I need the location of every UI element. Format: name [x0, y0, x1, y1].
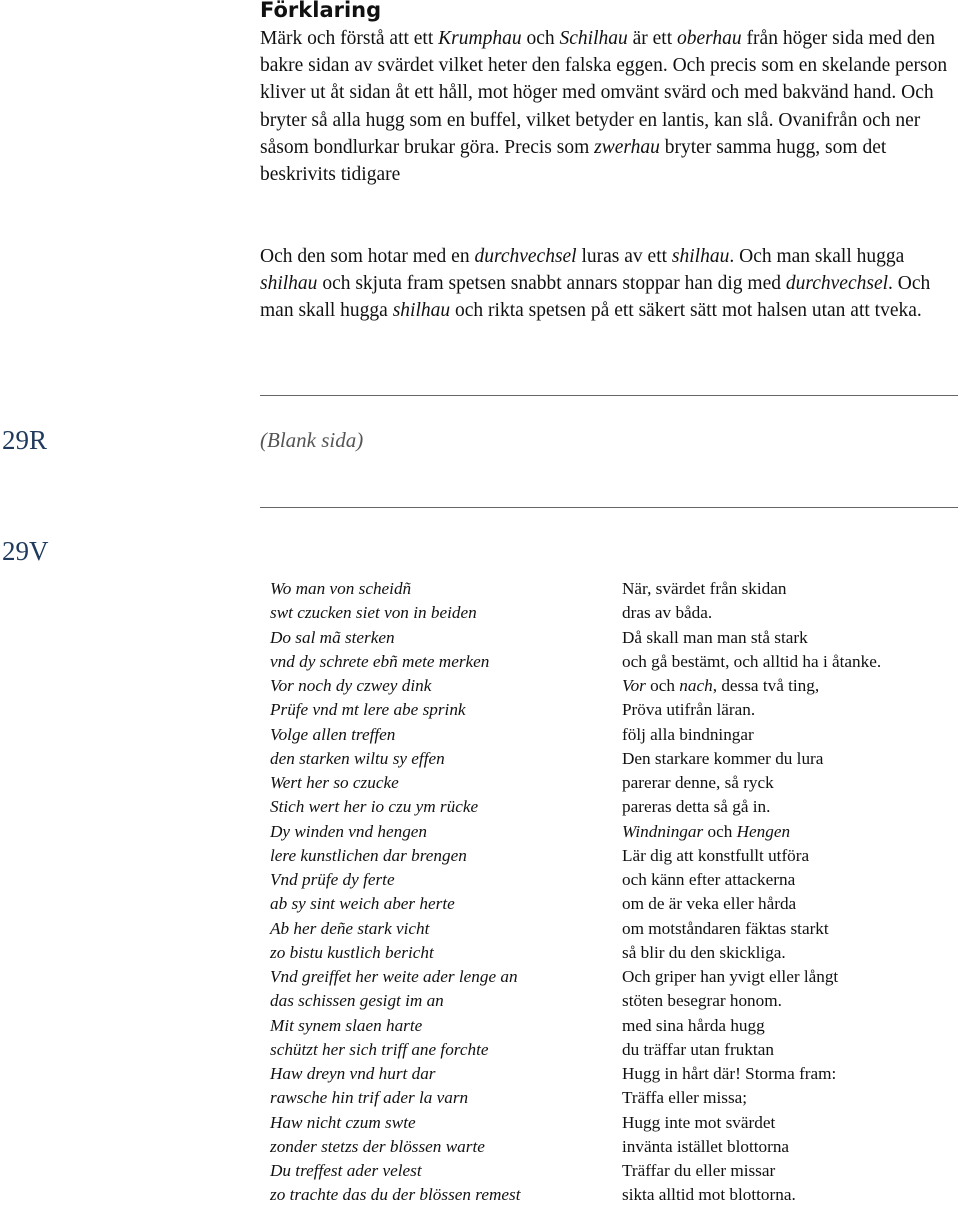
text-run: Den starkare kommer du lura [622, 748, 824, 768]
verse-line-swedish [622, 820, 952, 844]
verse-line-swedish [622, 795, 952, 819]
italic-term: durchvechsel [785, 273, 889, 295]
text-run: Hugg in hårt där! Storma fram: [622, 1064, 837, 1083]
italic-term: oberhau [677, 28, 742, 49]
text-run: Träffa eller missa; [622, 1088, 748, 1108]
italic-term: Vor [622, 676, 646, 695]
verse-line-german: Stich wert her io czu ym rücke [270, 797, 479, 817]
text-run: Hugg inte mot svärdet [622, 1112, 776, 1132]
verse-line-german: Ab her deñe stark vicht [270, 918, 430, 938]
verse-line-swedish [622, 650, 952, 674]
verse-line-swedish [622, 626, 952, 650]
verse-line-swedish [622, 844, 952, 868]
verse-line-german: Wert her so czucke [270, 773, 399, 792]
italic-term: Windningar [622, 821, 704, 841]
verse-line-german: Du treffest ader velest [270, 1161, 422, 1180]
text-run: Pröva utifrån läran. [622, 700, 756, 720]
text-run: och skjuta fram spetsen snabbt annars stoppar han dig med [317, 273, 786, 295]
italic-term: shilhau [671, 246, 730, 267]
verse-line-german: Vor noch dy czwey dink [270, 676, 432, 695]
verse-line-swedish [622, 1086, 952, 1110]
verse-line-swedish [622, 941, 952, 965]
verse-line-swedish [622, 747, 952, 771]
text-run: du träffar utan fruktan [622, 1039, 774, 1059]
text-run: dras av båda. [622, 603, 713, 623]
text-run: pareras detta så gå in. [622, 797, 771, 817]
verse-line-german: Dy winden vnd hengen [270, 821, 428, 841]
text-run: Träffar du eller missar [622, 1161, 776, 1180]
italic-term: Krumphau [438, 28, 522, 49]
italic-term: nach [679, 676, 713, 695]
verse-line-german: swt czucken siet von in beiden [270, 603, 477, 623]
italic-term: Hengen [736, 821, 791, 841]
text-run: så blir du den skickliga. [622, 942, 786, 962]
section-heading: Förklaring [260, 0, 382, 22]
text-run: och rikta spetsen på ett säkert sätt mot halsen utan att tveka. [450, 300, 922, 322]
text-run: och [521, 28, 560, 49]
text-run: är ett [627, 28, 678, 49]
verse-line-swedish [622, 1159, 952, 1183]
italic-term: shilhau [260, 273, 318, 295]
page-number-29r: 29R [2, 425, 48, 455]
text-run: sikta alltid mot blottorna. [622, 1185, 796, 1205]
text-run: Lär dig att konstfullt utföra [622, 845, 810, 865]
verse-line-german: Do sal mã sterken [270, 627, 395, 647]
explanation-paragraph-1 [260, 25, 960, 188]
italic-term: durchvechsel [474, 246, 577, 267]
verse-line-swedish [622, 771, 952, 795]
verse-line-german: Haw dreyn vnd hurt dar [270, 1064, 436, 1083]
verse-line-german: schützt her sich triff ane forchte [270, 1039, 489, 1059]
text-run: Då skall man man stå stark [622, 627, 808, 647]
verse-line-swedish [622, 723, 952, 747]
verse-line-swedish [622, 577, 952, 601]
verse-line-swedish [622, 917, 952, 941]
verse-line-swedish [622, 868, 952, 892]
verse-line-german: rawsche hin trif ader la varn [270, 1088, 469, 1108]
italic-term: zwerhau [594, 136, 660, 158]
verse-line-swedish [622, 674, 952, 698]
verse-line-swedish [622, 698, 952, 722]
text-run: med sina hårda hugg [622, 1015, 765, 1035]
text-run: Och griper han yvigt eller långt [622, 967, 839, 986]
page-number-29v: 29V [2, 536, 49, 566]
verse-line-german: ab sy sint weich aber herte [270, 894, 455, 914]
text-run: och [703, 821, 737, 841]
text-run: och känn efter attackerna [622, 870, 796, 889]
text-run: från höger sida med den bakre sidan av svärdet vilket heter den falska eggen. Och precis som en skelande person kliver ut åt sidan åt ett håll, mot höger med omvänt svärd och med bakvänd hand. Och bryter så alla hugg som en buffel, vilket betyder en lantis, kan slå. Ovanifrån och ner såsom bondlurkar brukar göra. Precis som [260, 28, 948, 158]
horizontal-divider [260, 507, 958, 508]
text-run: När, svärdet från skidan [622, 579, 787, 598]
verse-line-german: zonder stetzs der blössen warte [270, 1136, 485, 1156]
verse-line-swedish [622, 1038, 952, 1062]
blank-page-note: (Blank sida) [260, 428, 364, 452]
verse-line-german: zo bistu kustlich bericht [270, 942, 434, 962]
text-run: och [645, 676, 680, 695]
verse-line-german: Wo man von scheidñ [270, 579, 412, 598]
verse-line-german: Volge allen treffen [270, 724, 396, 744]
text-run: stöten besegrar honom. [622, 991, 782, 1011]
text-run: invänta istället blottorna [622, 1136, 790, 1156]
text-run: Och den som hotar med en [260, 246, 475, 267]
text-run: , dessa två ting, [712, 676, 820, 695]
verse-line-german: Haw nicht czum swte [270, 1112, 416, 1132]
verse-line-swedish [622, 989, 952, 1013]
verse-line-german: Mit synem slaen harte [270, 1015, 423, 1035]
verse-line-swedish [622, 601, 952, 625]
text-run: om motståndaren fäktas starkt [622, 918, 829, 938]
verse-line-german: lere kunstlichen dar brengen [270, 845, 467, 865]
text-run: parerar denne, så ryck [622, 773, 774, 792]
italic-term: shilhau [392, 300, 451, 322]
verse-line-swedish [622, 1111, 952, 1135]
verse-line-swedish [622, 892, 952, 916]
verse-line-german: das schissen gesigt im an [270, 991, 444, 1011]
verse-line-swedish [622, 1014, 952, 1038]
text-run: bryter samma hugg, som det beskrivits tidigare [260, 136, 887, 186]
verse-line-german: zo trachte das du der blössen remest [270, 1185, 521, 1205]
verse-line-german: vnd dy schrete ebñ mete merken [270, 651, 490, 671]
italic-term: Schilhau [559, 28, 628, 49]
verse-line-german: Prüfe vnd mt lere abe sprink [270, 700, 466, 720]
text-run: . Och man skall hugga [729, 246, 905, 267]
verse-german-column [270, 577, 590, 1208]
verse-line-german: den starken wiltu sy effen [270, 748, 445, 768]
text-run: följ alla bindningar [622, 724, 754, 744]
verse-line-german: Vnd prüfe dy ferte [270, 870, 395, 889]
text-run: . Och man skall hugga [260, 273, 931, 322]
verse-swedish-column [622, 577, 952, 1208]
text-run: om de är veka eller hårda [622, 894, 797, 914]
verse-line-german: Vnd greiffet her weite ader lenge an [270, 967, 518, 986]
text-run: luras av ett [576, 246, 672, 267]
verse-line-swedish [622, 1135, 952, 1159]
text-run: och gå bestämt, och alltid ha i åtanke. [622, 651, 882, 671]
explanation-paragraph-2 [260, 243, 960, 325]
verse-line-swedish [622, 965, 952, 989]
horizontal-divider [260, 395, 958, 396]
verse-line-swedish [622, 1062, 952, 1086]
text-run: Märk och förstå att ett [260, 28, 439, 49]
